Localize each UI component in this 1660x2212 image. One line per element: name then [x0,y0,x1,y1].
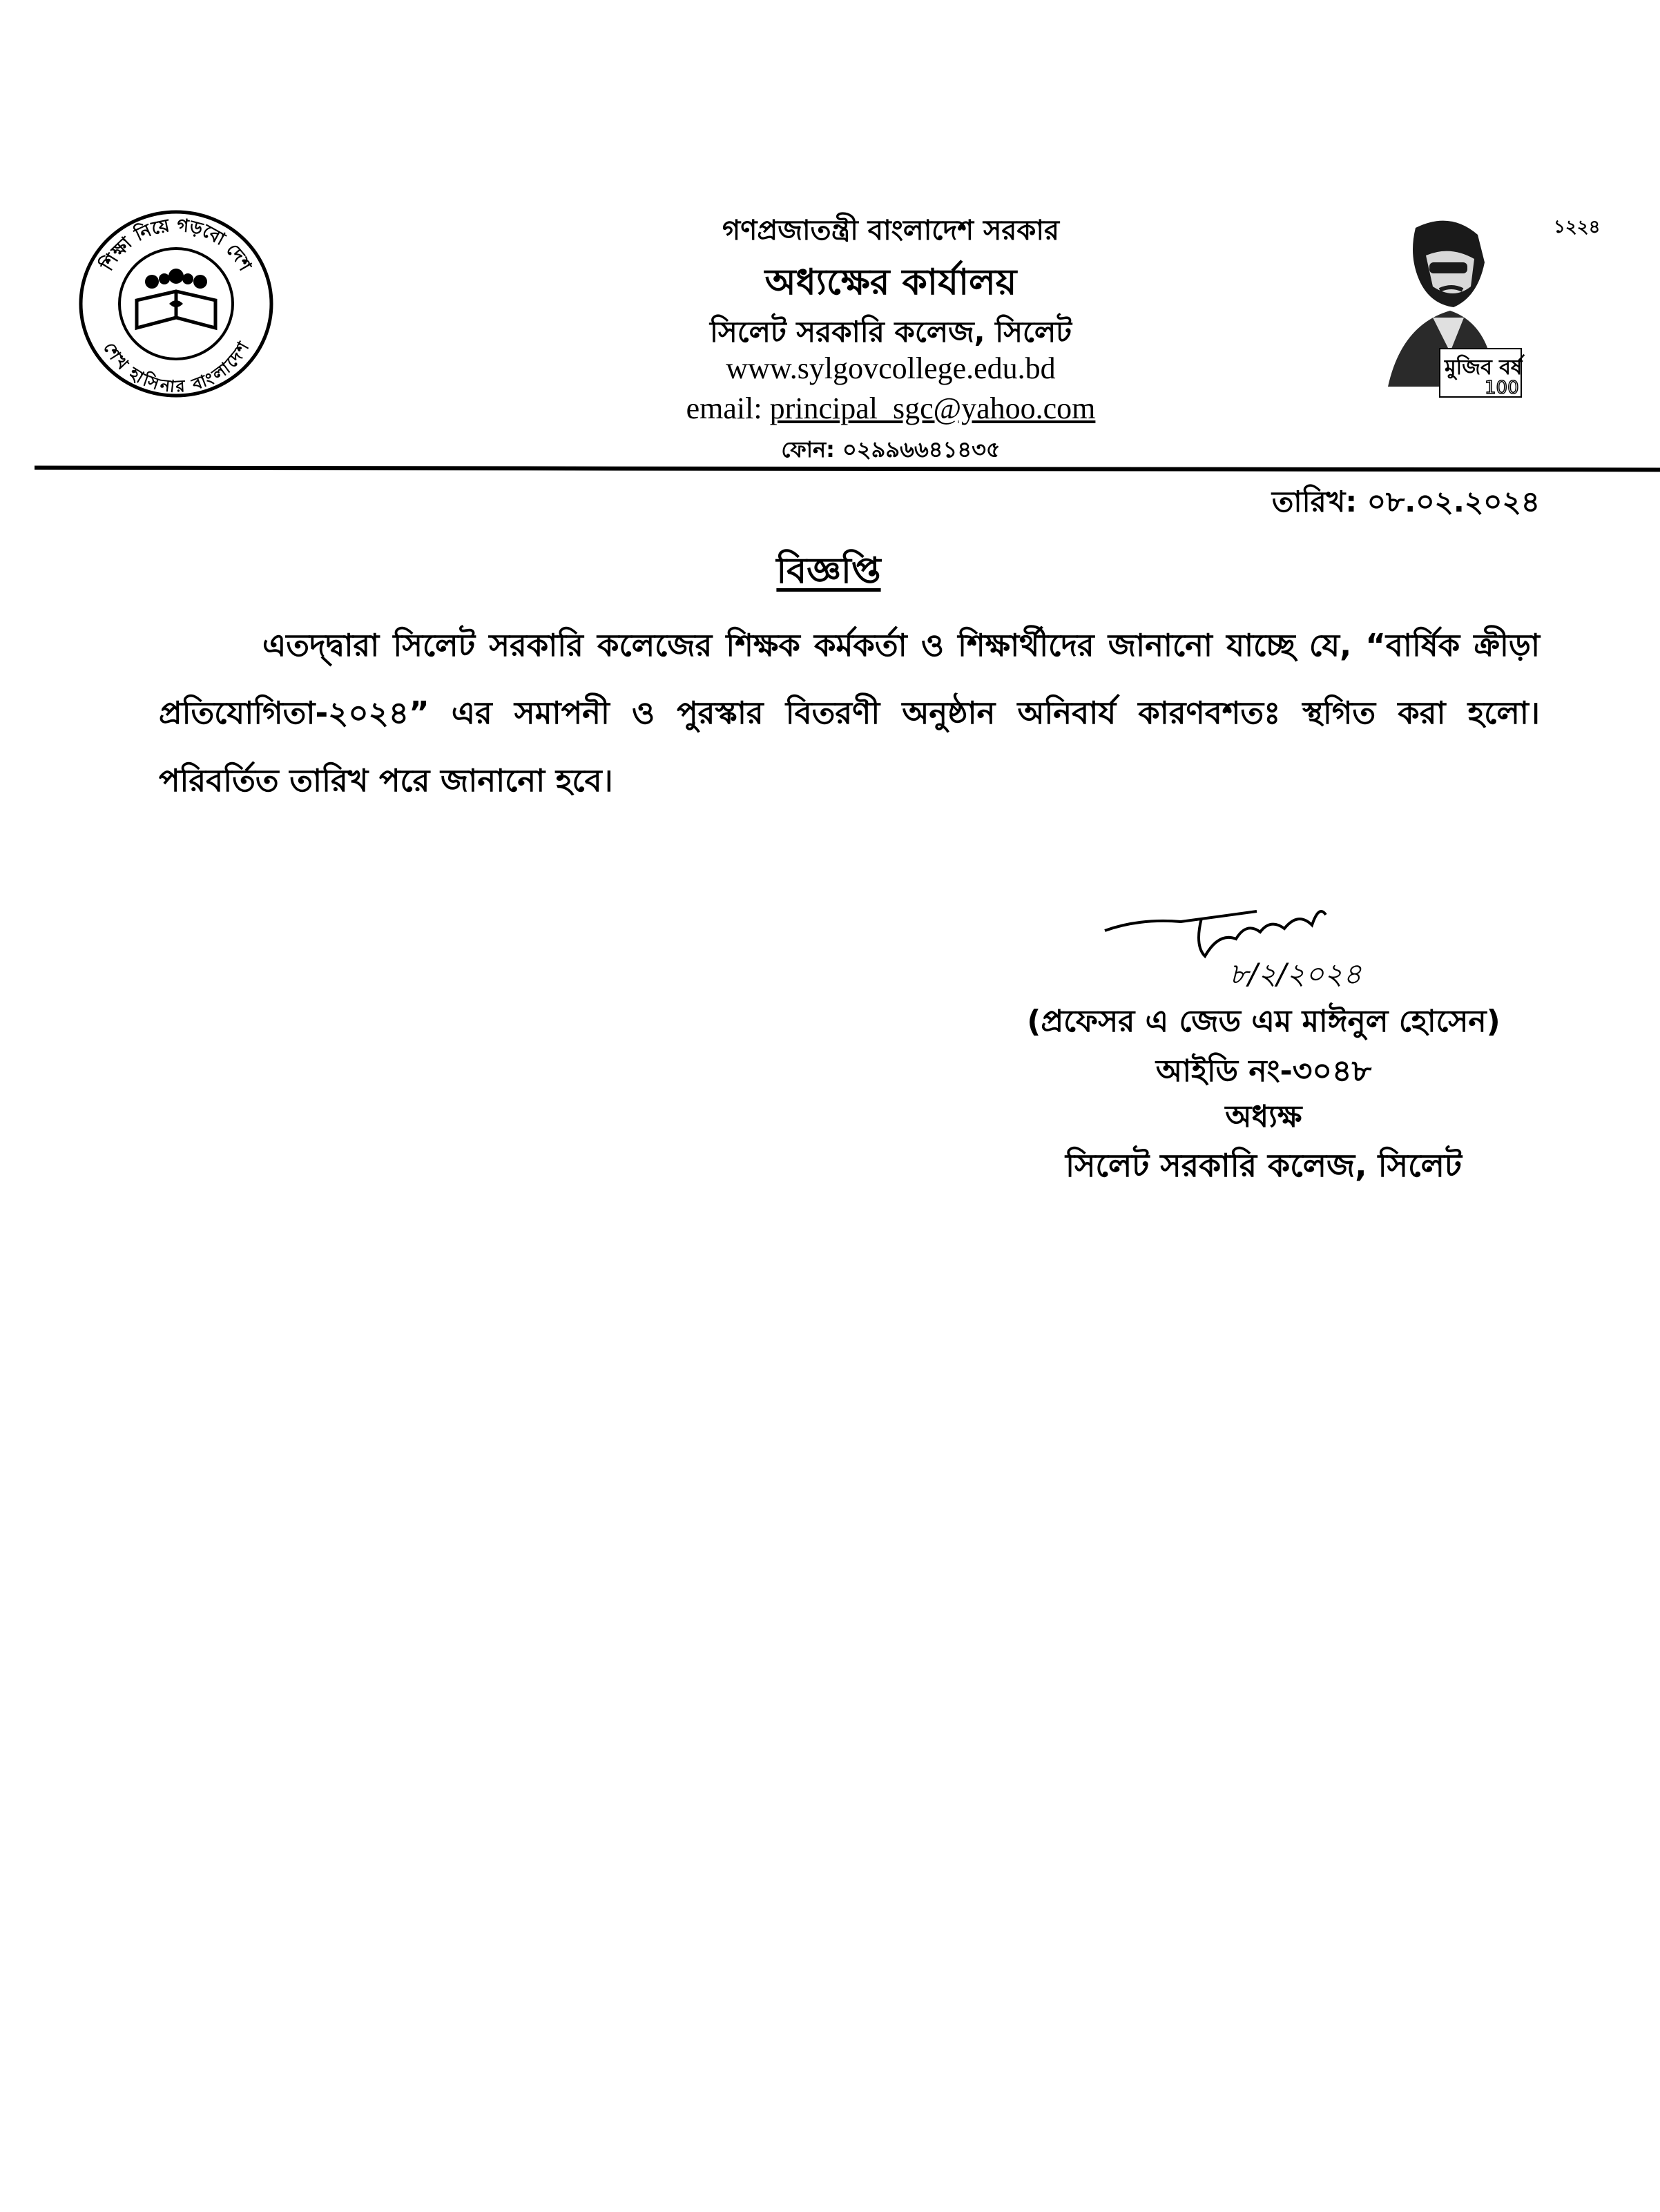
mujib-borsho-emblem [1374,214,1526,400]
signatory-id: আইডি নং-৩০৪৮ [1155,1054,1372,1089]
college-seal-logo [76,207,276,400]
header-divider [35,466,1660,472]
signatory-designation: অধ্যক্ষ [1225,1099,1302,1134]
phone-number: ফোন: ০২৯৯৬৬৪১৪৩৫ [781,436,1001,463]
seal-bottom-text: শেখ হাসিনার বাংলাদেশ [99,338,253,397]
website-link[interactable]: www.sylgovcollege.edu.bd [726,351,1056,385]
government-name: গণপ্রজাতন্ত্রী বাংলাদেশ সরকার [722,215,1059,246]
email-link[interactable]: principal_sgc@yahoo.com [769,391,1096,425]
signature-date: ৮/২/২০২৪ [1229,957,1362,991]
emblem-caption: মুজিব বর্ষ [1445,356,1523,380]
handwritten-signature [1098,891,1388,994]
seal-top-text: শিক্ষা নিয়ে গড়বো দেশ [97,215,255,275]
notice-title [621,543,1036,603]
notice-title-text: বিজ্ঞপ্তি [776,550,881,592]
notice-date: তারিখ: ০৮.০২.২০২৪ [1271,485,1540,518]
signatory-name: (প্রফেসর এ জেড এম মাঈনুল হোসেন) [1027,1004,1500,1039]
college-name: সিলেট সরকারি কলেজ, সিলেট [709,315,1072,349]
emblem-number: 100 [1485,378,1519,398]
office-name: অধ্যক্ষের কার্যালয় [764,262,1017,303]
signatory-institution: সিলেট সরকারি কলেজ, সিলেট [1065,1147,1463,1184]
email-line [483,391,1298,426]
email-label: email: [686,391,762,425]
reference-number: ১২২৪ [1554,217,1601,237]
notice-body: এতদ্দ্বারা সিলেট সরকারি কলেজের শিক্ষক কর্মকর্তা ও শিক্ষার্থীদের জানানো যাচ্ছে যে, “বার্ষিক ক্রীড়া প্রতিযোগিতা-২০২৪” এর সমাপনী ও পুরস্কার বিতরণী অনুষ্ঠান অনিবার্য কারণবশতঃ স্থগিত করা হলো। পরিবর্তিত তারিখ পরে জানানো হবে। [159,627,1540,799]
